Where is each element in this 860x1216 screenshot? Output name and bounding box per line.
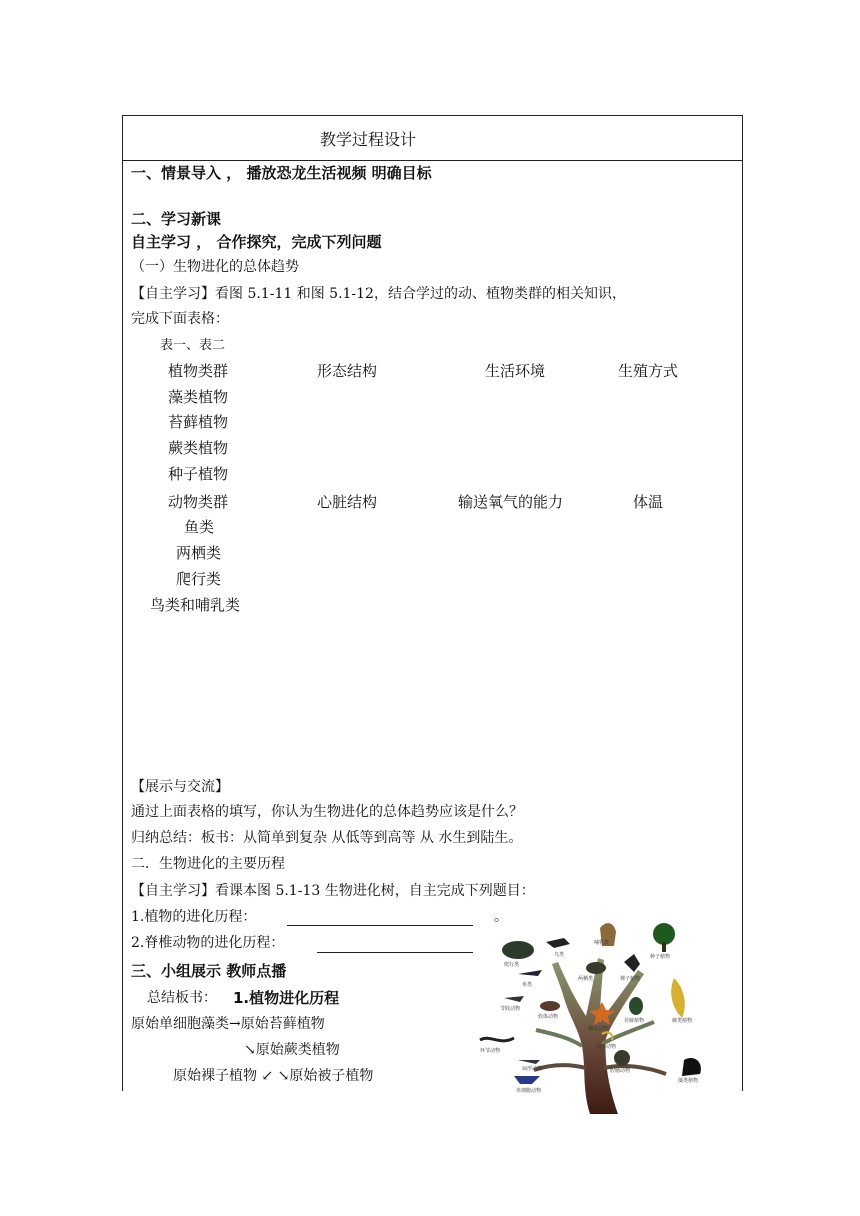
animal-row-fish: 鱼类	[184, 518, 215, 536]
annelid-icon	[480, 1038, 514, 1041]
animal-header-heart: 心脏结构	[317, 493, 378, 511]
question-2-label: 2.脊椎动物的进化历程：	[131, 935, 285, 951]
tree-label-nematode: 线形动物	[596, 1044, 617, 1050]
tree-label-amphibian: 两栖类	[578, 976, 594, 982]
animal-header-oxygen: 输送氧气的能力	[458, 493, 564, 511]
question-1-label: 1.植物的进化历程：	[131, 909, 257, 925]
part-1-title: （一）生物进化的总体趋势	[131, 259, 299, 275]
plant-evolution-line-3: 原始裸子植物 ↙ ↘原始被子植物	[173, 1068, 374, 1084]
section-1-heading: 一、情景导入 ， 播放恐龙生活视频 明确目标	[131, 164, 432, 182]
section-3-heading: 三、小组展示 教师点播	[131, 962, 287, 980]
plant-row-fern: 蕨类植物	[168, 439, 229, 457]
exchange-heading: 【展示与交流】	[131, 779, 229, 795]
frog-icon	[586, 962, 606, 974]
gymnosperm-icon	[624, 954, 640, 972]
board-prefix: 总结板书：	[147, 990, 217, 1006]
plant-evolution-line-2: ↘原始蕨类植物	[244, 1042, 340, 1058]
board-title: 1.植物进化历程	[233, 989, 340, 1007]
plant-header-reproduction: 生殖方式	[618, 362, 679, 380]
plant-header-structure: 形态结构	[317, 362, 378, 380]
tree-label-mammal: 哺乳类	[594, 940, 610, 946]
tree-label-bird: 鸟类	[554, 952, 565, 958]
arthropod-icon	[504, 996, 524, 1002]
part-2-title: 二．生物进化的主要历程	[131, 856, 285, 872]
bird-icon	[546, 938, 570, 948]
tree-label-arthropod: 节肢动物	[500, 1006, 521, 1012]
seed-plant-trunk-icon	[662, 942, 666, 952]
plant-row-seed: 种子植物	[168, 465, 229, 483]
tree-label-reptile: 爬行类	[504, 962, 520, 968]
tree-label-moss: 苔藓植物	[624, 1018, 645, 1024]
plant-header-group: 植物类群	[168, 362, 229, 380]
tree-label-protozoa: 单细胞动物	[516, 1088, 542, 1094]
plant-header-environment: 生活环境	[485, 362, 546, 380]
summary-line: 归纳总结：板书：从简单到复杂 从低等到高等 从 水生到陆生。	[131, 830, 523, 846]
tree-label-echinoderm: 棘皮动物	[588, 1026, 609, 1032]
protozoa-icon	[514, 1076, 540, 1084]
tree-label-flatworm: 扁形动物	[522, 1066, 543, 1072]
moss-icon	[629, 997, 643, 1015]
question-1-answer-blank[interactable]	[287, 925, 473, 926]
seed-plant-icon	[653, 923, 675, 945]
animal-header-group: 动物类群	[168, 493, 229, 511]
header-divider	[122, 160, 742, 161]
question-2-answer-blank[interactable]	[317, 952, 473, 953]
tree-label-fern: 蕨类植物	[672, 1018, 693, 1024]
plant-row-moss: 苔藓植物	[168, 413, 229, 431]
exchange-question: 通过上面表格的填写，你认为生物进化的总体趋势应该是什么？	[131, 804, 523, 820]
coelenterate-icon	[614, 1050, 630, 1066]
animal-header-temperature: 体温	[633, 493, 664, 511]
plant-evolution-line-1: 原始单细胞藻类→原始苔藓植物	[131, 1016, 325, 1032]
animal-row-amphibian: 两栖类	[176, 544, 222, 562]
question-1-period: 。	[494, 909, 508, 925]
fish-icon	[518, 970, 542, 976]
turtle-icon	[502, 941, 534, 959]
tree-label-seed-plant: 种子植物	[650, 954, 671, 960]
flatworm-icon	[518, 1060, 540, 1064]
tree-label-gymnosperm: 裸子植物	[620, 976, 641, 982]
table-caption: 表一、表二	[160, 338, 226, 353]
tree-label-coelenterate: 腔肠动物	[610, 1068, 631, 1074]
mollusc-icon	[540, 1001, 560, 1011]
tree-label-annelid: 环节动物	[480, 1048, 501, 1054]
page-title: 教学过程设计	[320, 130, 417, 149]
tree-branch-left	[536, 1030, 582, 1046]
section-2-heading: 二、学习新课	[131, 210, 222, 228]
tree-label-fish: 鱼类	[522, 982, 533, 988]
section-2-subheading: 自主学习 ， 合作探究，完成下列问题	[131, 233, 382, 251]
instruction-line-2: 完成下面表格：	[131, 311, 229, 327]
tree-label-algae: 藻类植物	[678, 1078, 699, 1084]
tree-label-mollusc: 软体动物	[538, 1014, 559, 1020]
evolution-tree-figure	[474, 918, 722, 1114]
part-2-instruction: 【自主学习】看课本图 5.1-13 生物进化树，自主完成下列题目：	[131, 883, 535, 899]
algae-icon	[682, 1058, 701, 1076]
animal-row-reptile: 爬行类	[176, 570, 222, 588]
animal-row-bird-mammal: 鸟类和哺乳类	[150, 596, 241, 614]
plant-row-algae: 藻类植物	[168, 388, 229, 406]
instruction-line-1: 【自主学习】看图 5.1-11 和图 5.1-12，结合学过的动、植物类群的相关知识，	[131, 286, 626, 302]
fern-icon	[671, 978, 685, 1018]
